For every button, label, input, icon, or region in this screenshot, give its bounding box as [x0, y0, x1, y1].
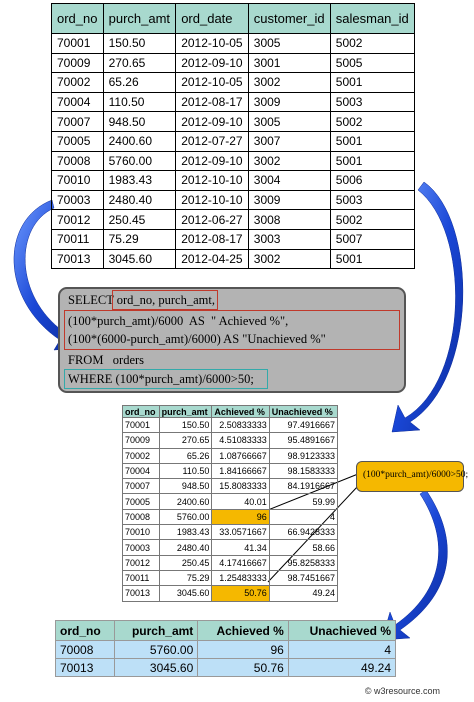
calc-cell: 70007: [123, 479, 160, 494]
orders-cell: 3007: [248, 131, 330, 151]
orders-cell: 3002: [248, 151, 330, 171]
orders-cell: 3008: [248, 210, 330, 230]
orders-cell: 70010: [52, 171, 104, 191]
calc-row: [123, 463, 338, 478]
orders-cell: 2012-10-10: [176, 190, 249, 210]
calc-cell: 4: [269, 509, 337, 524]
calc-cell: 70010: [123, 525, 160, 540]
watermark: © w3resource.com: [364, 686, 440, 696]
orders-header-cell: ord_no: [52, 4, 104, 34]
orders-cell: 2012-09-10: [176, 151, 249, 171]
orders-cell: 5001: [330, 151, 414, 171]
sql-select-columns: ord_no, purch_amt,: [116, 293, 215, 307]
calc-cell: 41.34: [212, 540, 269, 555]
sql-line-from: FROM orders: [68, 353, 145, 367]
orders-row: [52, 53, 415, 73]
orders-cell: 5760.00: [103, 151, 176, 171]
orders-cell: 70005: [52, 131, 104, 151]
calc-row: [123, 586, 338, 601]
highlight-where: [64, 369, 268, 389]
final-header-row: [56, 621, 396, 641]
highlight-columns: [112, 290, 218, 310]
calc-row: [123, 540, 338, 555]
calc-header-cell: Achieved %: [212, 406, 269, 418]
calc-cell: 96: [212, 509, 269, 524]
sql-select-keyword: SELECT: [68, 293, 114, 307]
orders-header-cell: salesman_id: [330, 4, 414, 34]
orders-cell: 70003: [52, 190, 104, 210]
calc-cell: 1.84166667: [212, 463, 269, 478]
orders-cell: 70002: [52, 73, 104, 93]
orders-cell: 3002: [248, 73, 330, 93]
orders-cell: 70004: [52, 92, 104, 112]
orders-header-cell: customer_id: [248, 4, 330, 34]
calc-cell: 65.26: [159, 448, 212, 463]
orders-cell: 70008: [52, 151, 104, 171]
sql-line-where: WHERE (100*purch_amt)/6000>50;: [68, 372, 254, 386]
calc-cell: 5760.00: [159, 509, 212, 524]
orders-cell: 2012-09-10: [176, 112, 249, 132]
orders-row: [52, 151, 415, 171]
orders-cell: 70001: [52, 34, 104, 54]
calc-row: [123, 433, 338, 448]
orders-cell: 70013: [52, 249, 104, 269]
calc-cell: 4.51083333: [212, 433, 269, 448]
calc-row: [123, 448, 338, 463]
calc-cell: 1.25483333: [212, 570, 269, 585]
orders-cell: 70007: [52, 112, 104, 132]
orders-cell: 5006: [330, 171, 414, 191]
calc-cell: 948.50: [159, 479, 212, 494]
final-header-cell: purch_amt: [114, 621, 197, 641]
calc-cell: 110.50: [159, 463, 212, 478]
calc-cell: 270.65: [159, 433, 212, 448]
orders-cell: 250.45: [103, 210, 176, 230]
calc-cell: 49.24: [269, 586, 337, 601]
orders-cell: 3004: [248, 171, 330, 191]
calc-cell: 1983.43: [159, 525, 212, 540]
orders-cell: 2480.40: [103, 190, 176, 210]
final-cell: 96: [198, 641, 289, 659]
calc-cell: 150.50: [159, 418, 212, 433]
final-cell: 5760.00: [114, 641, 197, 659]
orders-row: [52, 34, 415, 54]
orders-row: [52, 131, 415, 151]
calc-cell: 2400.60: [159, 494, 212, 509]
calc-cell: 95.8258333: [269, 555, 337, 570]
orders-cell: 5002: [330, 210, 414, 230]
orders-cell: 3045.60: [103, 249, 176, 269]
orders-header-row: [52, 4, 415, 34]
highlight-expressions: [64, 310, 400, 350]
orders-cell: 270.65: [103, 53, 176, 73]
orders-cell: 3005: [248, 34, 330, 54]
calc-cell: 98.9123333: [269, 448, 337, 463]
calc-cell: 4.17416667: [212, 555, 269, 570]
orders-row: [52, 92, 415, 112]
orders-cell: 948.50: [103, 112, 176, 132]
calc-cell: 2.50833333: [212, 418, 269, 433]
orders-cell: 2012-06-27: [176, 210, 249, 230]
orders-body: [52, 34, 415, 269]
orders-cell: 2012-04-25: [176, 249, 249, 269]
orders-cell: 5007: [330, 229, 414, 249]
orders-row: [52, 190, 415, 210]
calc-cell: 70011: [123, 570, 160, 585]
calc-cell: 2480.40: [159, 540, 212, 555]
sql-line-unachieved: (100*(6000-purch_amt)/6000) AS "Unachieved %": [68, 332, 326, 346]
orders-cell: 5005: [330, 53, 414, 73]
calc-cell: 250.45: [159, 555, 212, 570]
final-body: [56, 641, 396, 677]
calc-cell: 3045.60: [159, 586, 212, 601]
calc-cell: 98.1583333: [269, 463, 337, 478]
calc-row: [123, 555, 338, 570]
final-cell: 3045.60: [114, 659, 197, 677]
calc-cell: 70005: [123, 494, 160, 509]
orders-cell: 70009: [52, 53, 104, 73]
calc-cell: 70002: [123, 448, 160, 463]
orders-row: [52, 249, 415, 269]
orders-row: [52, 229, 415, 249]
orders-cell: 2012-08-17: [176, 92, 249, 112]
orders-cell: 1983.43: [103, 171, 176, 191]
orders-cell: 5002: [330, 112, 414, 132]
calc-cell: 70003: [123, 540, 160, 555]
orders-cell: 70012: [52, 210, 104, 230]
orders-cell: 70011: [52, 229, 104, 249]
orders-cell: 2012-08-17: [176, 229, 249, 249]
calc-cell: 40.01: [212, 494, 269, 509]
orders-cell: 3009: [248, 190, 330, 210]
calc-row: [123, 525, 338, 540]
calc-cell: 70008: [123, 509, 160, 524]
orders-cell: 150.50: [103, 34, 176, 54]
sql-query-box: [58, 287, 406, 393]
calc-cell: 66.9428333: [269, 525, 337, 540]
final-cell: 70013: [56, 659, 115, 677]
final-result-table: [55, 620, 396, 677]
calc-header-cell: ord_no: [123, 406, 160, 418]
orders-cell: 5002: [330, 34, 414, 54]
calc-header-cell: Unachieved %: [269, 406, 337, 418]
calc-row: [123, 479, 338, 494]
orders-row: [52, 210, 415, 230]
calc-cell: 58.66: [269, 540, 337, 555]
orders-cell: 65.26: [103, 73, 176, 93]
calc-cell: 59.99: [269, 494, 337, 509]
calc-cell: 70004: [123, 463, 160, 478]
final-header-cell: Unachieved %: [288, 621, 395, 641]
arrow-right-bottom: [382, 490, 447, 640]
orders-cell: 5001: [330, 249, 414, 269]
orders-row: [52, 112, 415, 132]
orders-cell: 3003: [248, 229, 330, 249]
calc-cell: 98.7451667: [269, 570, 337, 585]
orders-cell: 3002: [248, 249, 330, 269]
where-condition-callout: (100*purch_amt)/6000>50;: [356, 461, 464, 492]
orders-cell: 2400.60: [103, 131, 176, 151]
calc-cell: 95.4891667: [269, 433, 337, 448]
calc-row: [123, 509, 338, 524]
orders-cell: 2012-10-05: [176, 73, 249, 93]
calc-cell: 15.8083333: [212, 479, 269, 494]
calc-header-cell: purch_amt: [159, 406, 212, 418]
calc-cell: 75.29: [159, 570, 212, 585]
calc-cell: 70001: [123, 418, 160, 433]
final-cell: 49.24: [288, 659, 395, 677]
final-header-cell: ord_no: [56, 621, 115, 641]
orders-cell: 75.29: [103, 229, 176, 249]
final-row: [56, 659, 396, 677]
calc-cell: 50.76: [212, 586, 269, 601]
calc-cell: 70013: [123, 586, 160, 601]
orders-row: [52, 171, 415, 191]
orders-cell: 5003: [330, 190, 414, 210]
orders-cell: 5003: [330, 92, 414, 112]
orders-table: [51, 3, 415, 269]
calc-cell: 70009: [123, 433, 160, 448]
calc-cell: 33.0571667: [212, 525, 269, 540]
calc-cell: 1.08766667: [212, 448, 269, 463]
orders-cell: 2012-09-10: [176, 53, 249, 73]
final-row: [56, 641, 396, 659]
calc-row: [123, 570, 338, 585]
calc-header-row: [123, 406, 338, 418]
orders-cell: 2012-10-05: [176, 34, 249, 54]
final-header-cell: Achieved %: [198, 621, 289, 641]
orders-cell: 3009: [248, 92, 330, 112]
calc-row: [123, 494, 338, 509]
final-cell: 4: [288, 641, 395, 659]
orders-cell: 110.50: [103, 92, 176, 112]
orders-header-cell: ord_date: [176, 4, 249, 34]
final-cell: 70008: [56, 641, 115, 659]
orders-cell: 2012-10-10: [176, 171, 249, 191]
calculated-table: [122, 405, 338, 602]
calc-body: [123, 418, 338, 602]
orders-cell: 5001: [330, 73, 414, 93]
orders-cell: 2012-07-27: [176, 131, 249, 151]
orders-cell: 3001: [248, 53, 330, 73]
calc-cell: 84.1916667: [269, 479, 337, 494]
orders-cell: 5001: [330, 131, 414, 151]
final-cell: 50.76: [198, 659, 289, 677]
sql-line-achieved: (100*purch_amt)/6000 AS " Achieved %",: [68, 314, 289, 328]
calc-cell: 70012: [123, 555, 160, 570]
orders-cell: 3005: [248, 112, 330, 132]
calc-row: [123, 418, 338, 433]
orders-header-cell: purch_amt: [103, 4, 176, 34]
orders-row: [52, 73, 415, 93]
calc-cell: 97.4916667: [269, 418, 337, 433]
